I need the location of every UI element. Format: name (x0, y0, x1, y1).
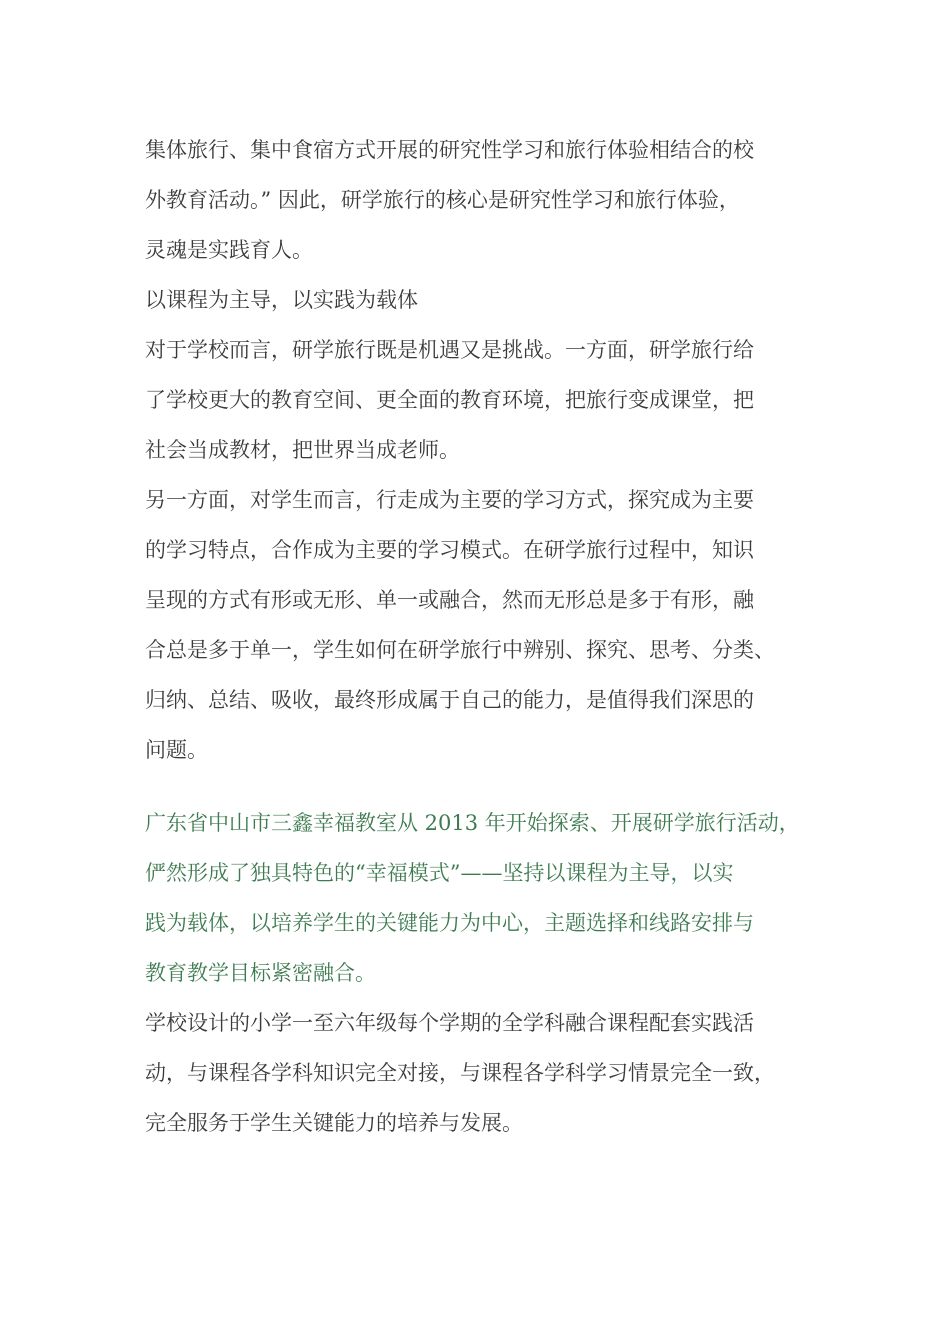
paragraph-line: 归纳、总结、吸收，最终形成属于自己的能力，是值得我们深思的 (145, 688, 754, 712)
paragraph-line: 践为载体，以培养学生的关键能力为中心，主题选择和线路安排与 (145, 911, 754, 935)
heading-text: 以课程为主导，以实践为载体 (145, 288, 418, 312)
section-heading (145, 275, 815, 325)
paragraph-line: 的学习特点，合作成为主要的学习模式。在研学旅行过程中，知识 (145, 538, 754, 562)
paragraph-line: 集体旅行、集中食宿方式开展的研究性学习和旅行体验相结合的校 (145, 138, 754, 162)
highlight-paragraph (145, 798, 815, 998)
paragraph-line: 对于学校而言，研学旅行既是机遇又是挑战。一方面，研学旅行给 (145, 338, 754, 362)
paragraph-1 (145, 125, 815, 275)
paragraph-line: 了学校更大的教育空间、更全面的教育环境，把旅行变成课堂，把 (145, 388, 754, 412)
paragraph-line: 俨然形成了独具特色的“幸福模式”——坚持以课程为主导，以实 (145, 861, 734, 885)
paragraph-line: 学校设计的小学一至六年级每个学期的全学科融合课程配套实践活 (145, 1011, 754, 1035)
paragraph-5 (145, 998, 815, 1148)
paragraph-3 (145, 475, 815, 775)
paragraph-line: 教育教学目标紧密融合。 (145, 961, 376, 985)
paragraph-line: 外教育活动。” 因此，研学旅行的核心是研究性学习和旅行体验， (145, 188, 740, 212)
paragraph-line: 广东省中山市三鑫幸福教室从 2013 年开始探索、开展研学旅行活动， (145, 811, 800, 835)
paragraph-line: 合总是多于单一，学生如何在研学旅行中辨别、探究、思考、分类、 (145, 638, 775, 662)
paragraph-line: 呈现的方式有形或无形、单一或融合，然而无形总是多于有形，融 (145, 588, 754, 612)
paragraph-line: 完全服务于学生关键能力的培养与发展。 (145, 1111, 523, 1135)
paragraph-line: 灵魂是实践育人。 (145, 238, 313, 262)
paragraph-line: 社会当成教材，把世界当成老师。 (145, 438, 460, 462)
paragraph-2 (145, 325, 815, 475)
paragraph-line: 动，与课程各学科知识完全对接，与课程各学科学习情景完全一致， (145, 1061, 775, 1085)
paragraph-line: 问题。 (145, 738, 208, 762)
paragraph-line: 另一方面，对学生而言，行走成为主要的学习方式，探究成为主要 (145, 488, 754, 512)
